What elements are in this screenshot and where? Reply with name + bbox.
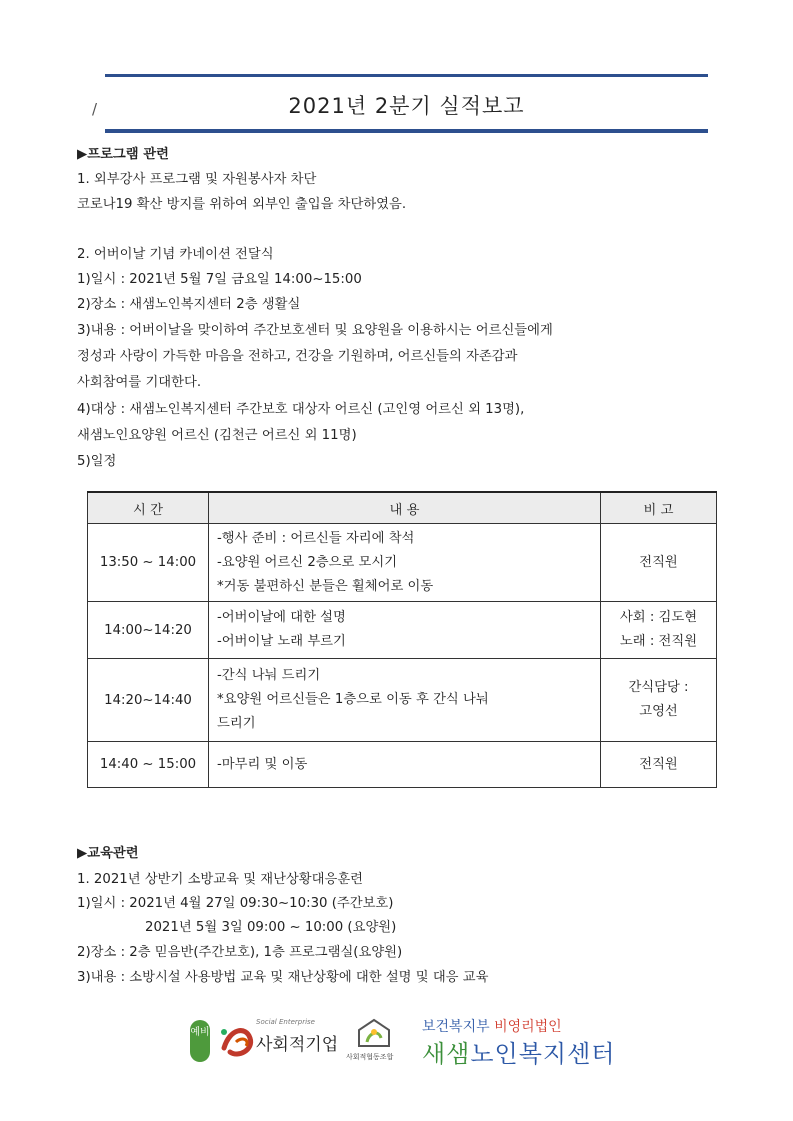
tick-mark: / (92, 100, 98, 118)
row-time: 13:50 ~ 14:00 (88, 524, 209, 602)
header-content: 내 용 (209, 492, 601, 524)
ministry-label: 보건복지부 (422, 1019, 490, 1035)
table-header-row (88, 492, 717, 524)
content-line: -마무리 및 이동 (217, 756, 308, 772)
program-date: 1)일시 : 2021년 5월 7일 금요일 14:00~15:00 (77, 272, 362, 287)
row-time: 14:20~14:40 (88, 659, 209, 742)
row-time: 14:40 ~ 15:00 (88, 742, 209, 788)
program-item1-title: 1. 외부강사 프로그램 및 자원봉사자 차단 (77, 172, 317, 187)
table-row (88, 602, 717, 659)
table-row (88, 659, 717, 742)
note-line: 전직원 (639, 756, 678, 772)
program-item1-body: 코로나19 확산 방지를 위하여 외부인 출입을 차단하였음. (77, 197, 407, 212)
header-note: 비 고 (601, 492, 717, 524)
education-item1-title: 1. 2021년 상반기 소방교육 및 재난상황대응훈련 (77, 872, 364, 887)
row-note (601, 602, 717, 659)
note-line: 노래 : 전직원 (619, 634, 698, 649)
content-line: -행사 준비 : 어르신들 자리에 착석 (217, 530, 415, 546)
row-content (209, 602, 601, 659)
schedule-label: 5)일정 (77, 454, 117, 469)
education-date-line2: 2021년 5월 3일 09:00 ~ 10:00 (요양원) (145, 920, 397, 935)
content-line: 드리기 (217, 716, 256, 731)
table-row (88, 524, 717, 602)
org-name-part1: 새샘 (422, 1040, 471, 1068)
nonprofit-label: 비영리법인 (494, 1019, 562, 1035)
cooperative-logo-icon (355, 1016, 393, 1050)
row-note (601, 524, 717, 602)
row-content (209, 524, 601, 602)
program-target-line1: 4)대상 : 새샘노인복지센터 주간보호 대상자 어르신 (고인영 어르신 외 13명), (77, 402, 525, 417)
title-block (105, 74, 708, 133)
table-row (88, 742, 717, 788)
program-content-line2: 정성과 사랑이 가득한 마음을 전하고, 건강을 기원하며, 어르신들의 자존감과 (77, 349, 518, 364)
org-subtitle (422, 1016, 562, 1036)
pre-badge: 예비 (190, 1020, 210, 1062)
content-line: -어버이날에 대한 설명 (217, 610, 346, 625)
header-time: 시 간 (88, 492, 209, 524)
note-line: 간식담당 : (628, 680, 689, 695)
social-enterprise-label: 사회적기업 (256, 1035, 339, 1055)
education-place: 2)장소 : 2층 믿음반(주간보호), 1층 프로그램실(요양원) (77, 945, 403, 960)
program-content-line1: 3)내용 : 어버이날을 맞이하여 주간보호센터 및 요양원을 이용하시는 어르신들에게 (77, 323, 553, 338)
note-line: 고영선 (639, 704, 678, 719)
row-content (209, 742, 601, 788)
row-note (601, 742, 717, 788)
footer-logos (190, 1010, 630, 1070)
program-item2-title: 2. 어버이날 기념 카네이션 전달식 (77, 247, 274, 262)
content-line: -어버이날 노래 부르기 (217, 634, 346, 649)
schedule-table (87, 491, 717, 788)
education-heading: ▶교육관련 (77, 846, 139, 861)
program-target-line2: 새샘노인요양원 어르신 (김천근 어르신 외 11명) (77, 428, 357, 443)
social-enterprise-small: Social Enterprise (256, 1018, 315, 1026)
row-note (601, 659, 717, 742)
program-content-line3: 사회참여를 기대한다. (77, 375, 202, 390)
org-name (422, 1034, 615, 1069)
content-line: *거동 불편하신 분들은 휠체어로 이동 (217, 578, 434, 594)
education-date-line1: 1)일시 : 2021년 4월 27일 09:30~10:30 (주간보호) (77, 896, 394, 911)
title-bottom-rule (105, 129, 708, 133)
education-content: 3)내용 : 소방시설 사용방법 교육 및 재난상황에 대한 설명 및 대응 교육 (77, 970, 489, 985)
row-time: 14:00~14:20 (88, 602, 209, 659)
content-line: -간식 나눠 드리기 (217, 668, 321, 683)
page-title: 2021년 2분기 실적보고 (288, 94, 525, 118)
content-line: -요양원 어르신 2층으로 모시기 (217, 554, 398, 570)
note-line: 사회 : 김도현 (619, 610, 698, 625)
note-line: 전직원 (639, 554, 678, 570)
content-line: *요양원 어르신들은 1층으로 이동 후 간식 나눠 (217, 692, 489, 707)
org-name-part2: 노인복지센터 (470, 1040, 616, 1068)
cooperative-label: 사회적협동조합 (346, 1053, 394, 1061)
row-content (209, 659, 601, 742)
program-heading: ▶프로그램 관련 (77, 147, 169, 162)
program-place: 2)장소 : 새샘노인복지센터 2층 생활실 (77, 297, 301, 312)
